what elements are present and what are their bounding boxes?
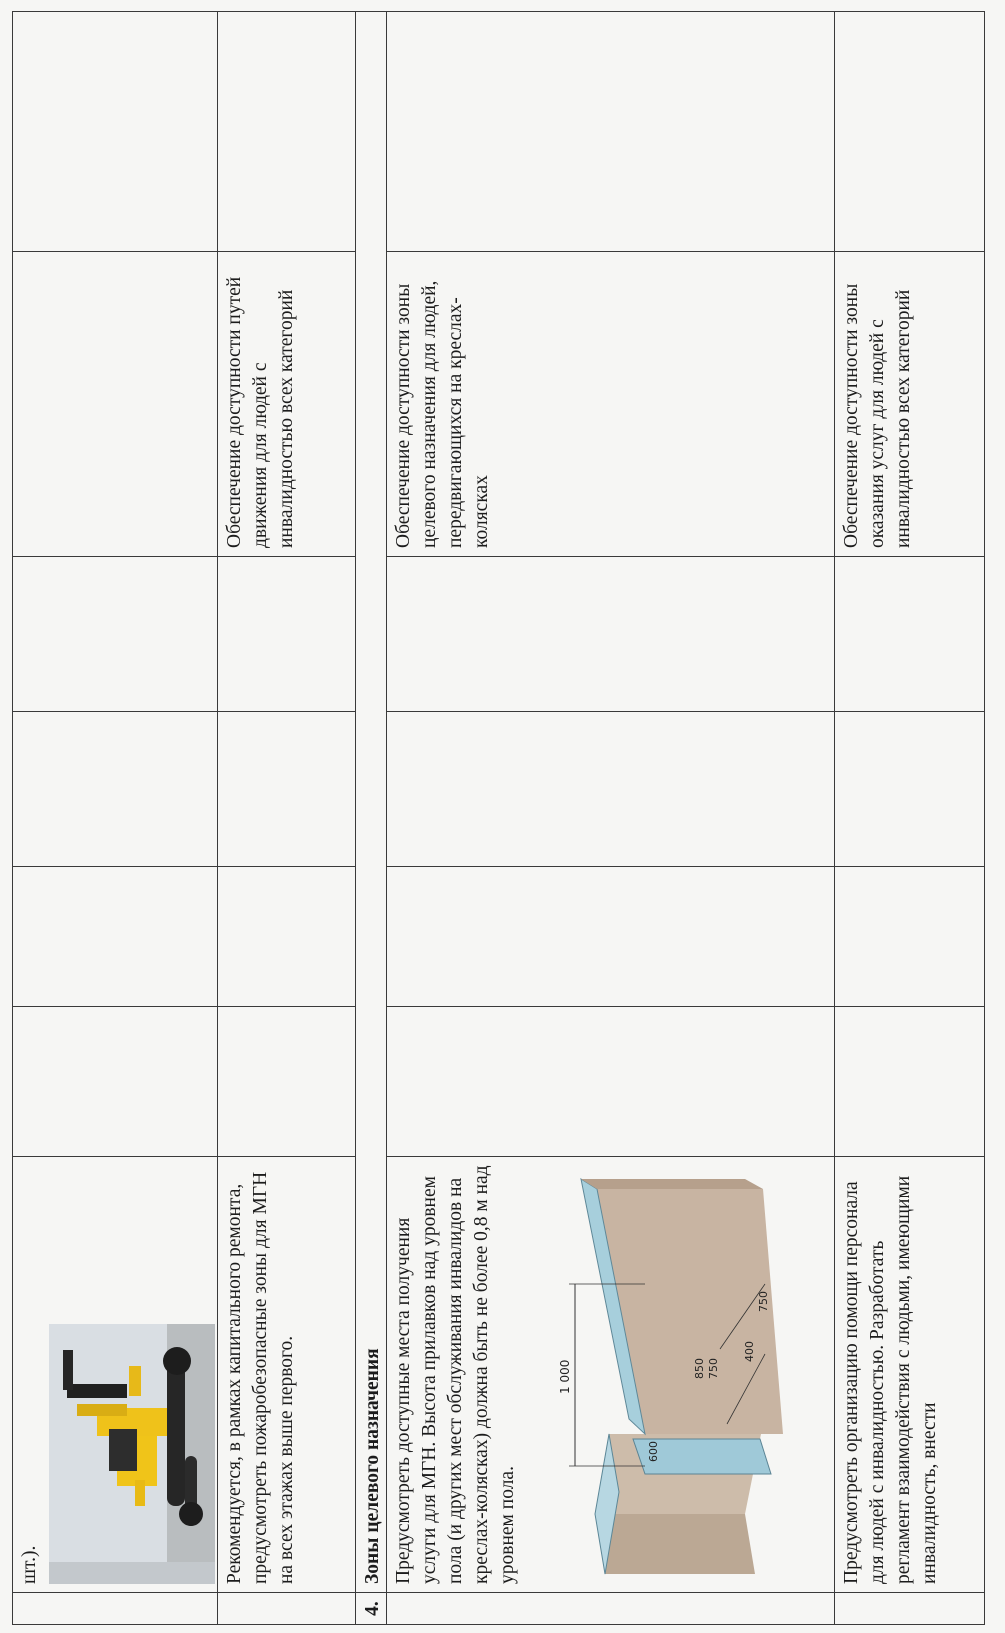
- table-row: [13, 12, 218, 1625]
- table-row: [218, 12, 356, 1625]
- dimension-label: 850: [693, 1358, 706, 1379]
- empty-cell: [387, 12, 835, 252]
- row-number: [218, 1593, 356, 1625]
- empty-cell: [835, 867, 985, 1007]
- dimension-label: 1 000: [558, 1359, 572, 1394]
- counter-height-diagram: [535, 1163, 793, 1584]
- stair-climber-photo: [49, 1324, 215, 1584]
- dimension-label: 400: [743, 1341, 756, 1362]
- section-header-row: [356, 12, 387, 1625]
- empty-cell: [835, 557, 985, 712]
- empty-cell: [218, 712, 356, 867]
- recommendation-cell: [835, 1157, 985, 1593]
- section-number: 4.: [356, 1593, 387, 1625]
- purpose-cell: [387, 252, 835, 557]
- recommendation-cell: [387, 1157, 835, 1593]
- purpose-text: Обеспечение доступности путей движения для людей с инвалидностью всех категорий: [224, 276, 297, 548]
- purpose-text: Обеспечение доступности зоны оказания услуг для людей с инвалидностью всех категорий: [841, 283, 914, 548]
- purpose-cell: [218, 252, 356, 557]
- empty-cell: [13, 12, 218, 252]
- dimension-label: 750: [757, 1291, 770, 1312]
- empty-cell: [218, 557, 356, 712]
- dimension-label: 750: [707, 1358, 720, 1379]
- empty-cell: [13, 557, 218, 712]
- empty-cell: [835, 1007, 985, 1157]
- recommendation-text: Предусмотреть организацию помощи персонала для людей с инвалидностью. Разработать регламент взаимодействия с людьми, имеющими инвалидность, внести: [841, 1175, 940, 1584]
- purpose-text: Обеспечение доступности зоны целевого назначения для людей, передвигающихся на креслах-колясках: [393, 280, 492, 548]
- recommendation-text: Предусмотреть доступные места получения услуги для МГН. Высота прилавков над уровнем пола (и других мест обслуживания инвалидов на креслах-колясках) должна быть не более 0,8 м над уровнем пола.: [393, 1165, 518, 1584]
- recommendation-text: шт.).: [19, 1545, 40, 1584]
- purpose-cell: [835, 252, 985, 557]
- section-title: Зоны целевого назначения: [356, 12, 387, 1593]
- table-row: [835, 12, 985, 1625]
- empty-cell: [13, 1007, 218, 1157]
- empty-cell: [218, 867, 356, 1007]
- empty-cell: [218, 12, 356, 252]
- recommendation-cell: [218, 1157, 356, 1593]
- empty-cell: [835, 712, 985, 867]
- recommendation-text: Рекомендуется, в рамках капитального ремонта, предусмотреть пожаробезопасные зоны для МГН на всех этажах выше первого.: [224, 1171, 297, 1584]
- row-number: [835, 1593, 985, 1625]
- empty-cell: [13, 712, 218, 867]
- empty-cell: [387, 557, 835, 712]
- empty-cell: [387, 712, 835, 867]
- table-row: [387, 12, 835, 1625]
- recommendation-cell: [13, 1157, 218, 1593]
- empty-cell: [13, 867, 218, 1007]
- purpose-cell: [13, 252, 218, 557]
- empty-cell: [387, 867, 835, 1007]
- row-number: [387, 1593, 835, 1625]
- empty-cell: [835, 12, 985, 252]
- dimension-label: 600: [647, 1441, 660, 1462]
- empty-cell: [387, 1007, 835, 1157]
- row-number: [13, 1593, 218, 1625]
- report-table: [12, 11, 985, 1625]
- empty-cell: [218, 1007, 356, 1157]
